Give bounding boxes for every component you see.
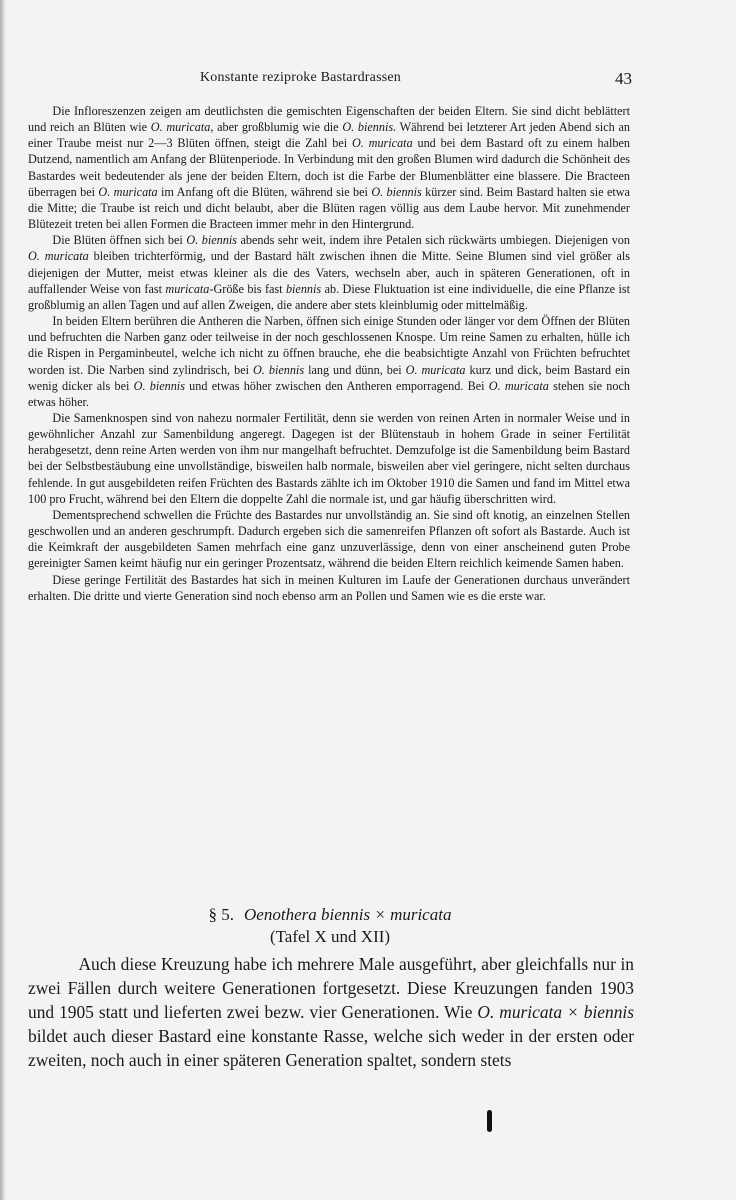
species-name: O. biennis	[253, 362, 305, 377]
paragraph-fertility: Die Samenknospen sind von nahezu normaler Fertilität, denn sie werden von reinen Arten in normaler Weise und in gewöhnlicher Anzahl zur Samenbildung angeregt. Dagegen ist der Blütenstaub in hohem Grade in seiner Fertilität herabgesetzt, denn reine Arten werden von ihm nur mangelhaft befruchtet. Demzufolge ist die Samenbildung beim Bastard bei der Selbstbestäubung eine unvollständige, bisweilen halb normale, bisweilen aber viel geringere, nicht selten durchaus fehlende. In gut ausgebildeten reifen Früchten des Bastards zählte ich im Oktober 1910 die Samen und fand im Mittel etwa 100 pro Frucht, während bei den Eltern die doppelte Zahl die normale ist, und gar häufig überschritten wird.	[28, 410, 630, 506]
text-run: Die Infloreszenzen zeigen am deutlichsten die gemischten Eigenschaften der beiden Eltern. Sie sind dicht beblättert und reich an Blüten wie	[28, 104, 630, 135]
species-name: O. biennis	[186, 233, 237, 248]
text-run: , aber großblumig wie die	[210, 120, 343, 135]
paragraph-fruits: Dementsprechend schwellen die Früchte des Bastardes nur unvollständig an. Sie sind oft knotig, an einzelnen Stellen geschwollen und an anderen geschrumpft. Dadurch ergeben sich die samenreifen Pflanzen oft sofort als Bastarde. Auch ist die Keimkraft der ausgebildeten Samen mehrfach eine ganz unzuverlässige, denn von einer anscheinend guten Probe gereinigter Samen keimt häufig nur ein geringer Prozentsatz, während die beiden Eltern reichlich keimende Samen haben.	[28, 507, 630, 571]
text-run: kurz und dick, beim Bastard ein wenig dicker als bei	[28, 362, 630, 393]
species-name: O. muricata	[28, 249, 89, 264]
paragraph-inflorescence	[28, 103, 630, 232]
paragraph-crossing	[28, 952, 634, 1072]
text-run: und etwas höher zwischen den Antheren emporragend. Bei	[184, 378, 489, 393]
species-name: biennis	[285, 281, 322, 296]
species-name: O. biennis	[133, 378, 185, 393]
paragraph-generations: Diese geringe Fertilität des Bastardes hat sich in meinen Kulturen im Laufe der Generationen durchaus unverändert erhalten. Die dritte und vierte Generation sind noch ebenso arm an Pollen und Samen wie es die erste war.	[28, 572, 630, 603]
species-name: O. biennis	[371, 184, 422, 199]
species-name: muricata	[165, 281, 210, 296]
species-name: O. muricata	[98, 184, 158, 199]
text-run: stehen sie noch etwas höher.	[28, 378, 630, 409]
species-name: O. muricata × biennis	[477, 1002, 634, 1023]
text-run: ab. Diese Fluktuation ist eine individuelle, die eine Pflanze ist großblumig an allen Tagen und auf allen Zweigen, die andere aber stets kleinblumig oder mittelmäßig.	[28, 281, 631, 312]
text-run: -Größe bis fast	[209, 281, 286, 296]
section-heading	[0, 904, 660, 948]
text-run: und bei dem Bastard oft zu einem halben Dutzend, namentlich am Anfang der Blütenperiode. In Verbindung mit den großen Blumen wird dadurch die Schönheit des Bastardes weit bedeutender als jene der beiden Eltern, doch ist die Farbe der Blumenblätter eine blassere. Die Bracteen überragen bei	[28, 136, 630, 199]
small-print-body	[28, 103, 630, 604]
text-run: In beiden Eltern berühren die Antheren die Narben, öffnen sich einige Stunden oder länger vor dem Öffnen der Blüten und befruchten die Narben ganz oder teilweise in der noch geschlossenen Knospe. Um reine Samen zu erhalten, hülle ich die Rispen in Pergaminbeutel, welche ich nicht zu öffnen brauche, ehe die beabsichtigte Anzahl von Früchten befruchtet worden ist. Die Narben sind zylindrisch, bei	[28, 314, 630, 377]
text-run: bleiben trichterförmig, und der Bastard hält zwischen ihnen die Mitte. Seine Blumen sind viel größer als diejenigen der Mutter, meist etwas kleiner als die des Vaters, wechseln aber, auch in späteren Generationen, oft in auffallender Weise von fast	[28, 249, 630, 296]
paragraph-anthers	[28, 313, 630, 410]
scan-gutter-shadow	[0, 0, 6, 1200]
page-header	[0, 70, 736, 90]
species-name: O. muricata	[405, 362, 466, 377]
species-name: O. muricata	[150, 120, 211, 135]
section-subtitle: (Tafel X und XII)	[269, 927, 391, 946]
running-title: Konstante reziproke Bastardrassen	[200, 70, 401, 85]
main-body	[28, 952, 634, 1072]
paragraph-flowers	[28, 232, 630, 313]
species-name: O. muricata	[488, 378, 549, 393]
species-name: O. muricata	[351, 136, 413, 151]
text-run: Die Blüten öffnen sich bei	[52, 233, 187, 248]
text-run: abends sehr weit, indem ihre Petalen sich rückwärts umbiegen. Diejenigen von	[236, 233, 630, 248]
text-run: bildet auch dieser Bastard eine konstante Rasse, welche sich weder in der ersten oder zweiten, noch auch in einer späteren Generation spaltet, sondern stets	[28, 1026, 634, 1071]
text-run: Auch diese Kreuzung habe ich mehrere Male ausgeführt, aber gleichfalls nur in zwei Fällen durch weitere Generationen fortgesetzt. Diese Kreuzungen fanden 1903 und 1905 statt und lieferten zwei bezw. vier Generationen. Wie	[28, 954, 634, 1023]
ink-speck	[487, 1110, 492, 1132]
section-number: § 5.	[208, 905, 235, 924]
text-run: im Anfang oft die Blüten, während sie bei	[157, 184, 372, 199]
page-number: 43	[615, 69, 632, 88]
section-title-line	[0, 904, 660, 926]
species-name: O. biennis.	[342, 120, 397, 135]
text-run: kürzer sind. Beim Bastard halten sie etwa die Mitte; die Traube ist reich und dicht belaubt, aber die Blüten ragen völlig aus dem Laube hervor. Mit zunehmender Blütezeit treten bei allen Formen die Bracteen immer mehr in den Hintergrund.	[28, 184, 630, 232]
section-title: Oenothera biennis × muricata	[244, 905, 452, 924]
text-run: lang und dünn, bei	[304, 362, 406, 377]
text-run: Während bei letzterer Art jeden Abend sich an einer Traube meist nur 2—3 Blüten öffnen, steigt die Zahl bei	[28, 120, 630, 151]
